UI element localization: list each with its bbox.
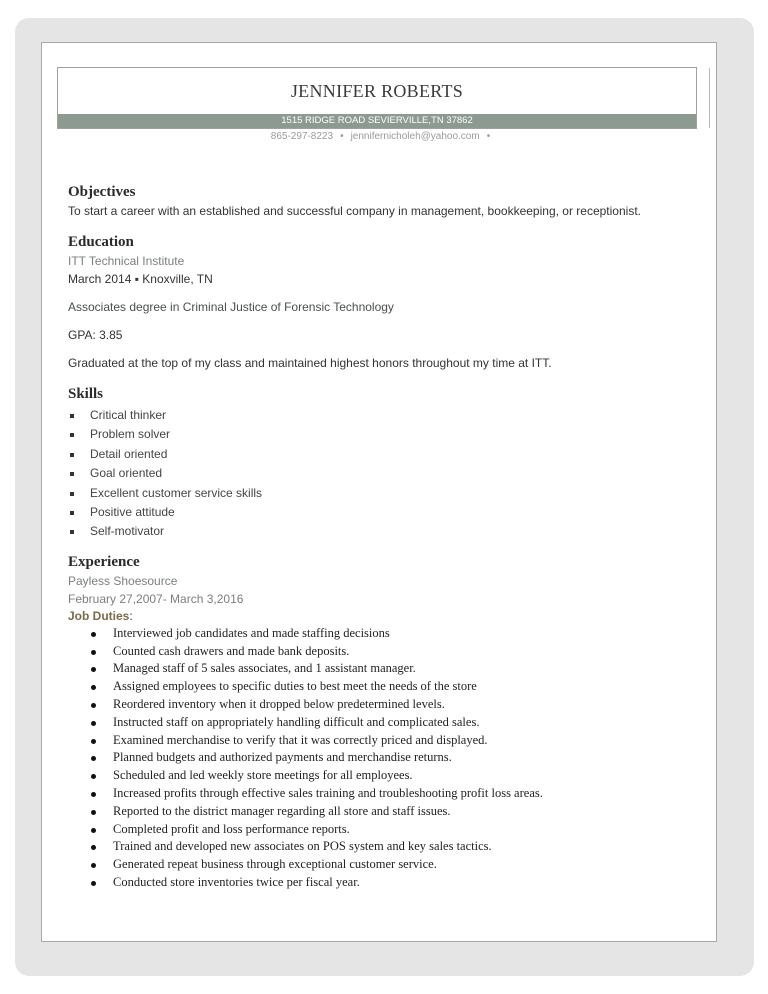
email-address: jennifernicholeh@yahoo.com (350, 131, 480, 142)
job-duties-list (68, 625, 698, 892)
list-item: Excellent customer service skills (68, 484, 698, 503)
list-item: Goal oriented (68, 464, 698, 483)
contact-separator: • (486, 131, 491, 142)
list-item: Positive attitude (68, 503, 698, 522)
header-divider (709, 68, 710, 128)
experience-section (68, 552, 698, 892)
school-name: ITT Technical Institute (68, 254, 185, 268)
applicant-name: JENNIFER ROBERTS (290, 81, 464, 101)
objective-text: To start a career with an established and successful company in management, bookkeeping, or receptionist. (68, 204, 641, 218)
skills-section (68, 384, 698, 542)
employment-dates: February 27,2007- March 3,2016 (68, 591, 244, 606)
list-item: Assigned employees to specific duties to best meet the needs of the store (68, 678, 698, 696)
address-band: 1515 RIDGE ROAD SEVIERVILLE,TN 37862 (58, 114, 696, 128)
resume-header (57, 67, 697, 129)
section-heading: Experience (68, 553, 140, 570)
list-item: Scheduled and led weekly store meetings for all employees. (68, 767, 698, 785)
list-item: Planned budgets and authorized payments and merchandise returns. (68, 749, 698, 767)
list-item: Generated repeat business through exceptional customer service. (68, 856, 698, 874)
list-item: Examined merchandise to verify that it was correctly priced and displayed. (68, 732, 698, 750)
list-item: Self-motivator (68, 522, 698, 541)
list-item: Problem solver (68, 425, 698, 444)
education-date-location: March 2014 ▪ Knoxville, TN (68, 272, 213, 286)
education-section (68, 232, 698, 372)
list-item: Instructed staff on appropriately handling difficult and complicated sales. (68, 714, 698, 732)
contact-line (0, 131, 768, 142)
list-item: Detail oriented (68, 445, 698, 464)
section-heading: Objectives (68, 184, 136, 200)
company-name: Payless Shoesource (68, 573, 178, 588)
contact-separator: • (340, 131, 344, 142)
job-duties-label (68, 608, 698, 625)
list-item: Trained and developed new associates on POS system and key sales tactics. (68, 838, 698, 856)
list-item: Interviewed job candidates and made staffing decisions (68, 625, 698, 643)
objectives-section (68, 182, 698, 220)
section-heading: Education (68, 234, 134, 250)
job-duties-title: Job Duties (68, 608, 130, 623)
list-item: Increased profits through effective sales training and troubleshooting profit loss areas. (68, 785, 698, 803)
degree: Associates degree in Criminal Justice of Forensic Technology (68, 300, 394, 314)
list-item: Counted cash drawers and made bank deposits. (68, 643, 698, 661)
resume-body (68, 182, 698, 892)
list-item: Conducted store inventories twice per fiscal year. (68, 874, 698, 892)
list-item: Critical thinker (68, 406, 698, 425)
section-heading: Skills (68, 386, 104, 402)
skills-list (68, 406, 698, 542)
gpa: GPA: 3.85 (68, 328, 123, 342)
list-item: Reported to the district manager regarding all store and staff issues. (68, 803, 698, 821)
job-duties-colon: : (129, 608, 133, 623)
list-item: Reordered inventory when it dropped below predetermined levels. (68, 696, 698, 714)
education-note: Graduated at the top of my class and maintained highest honors throughout my time at ITT. (68, 356, 552, 370)
list-item: Managed staff of 5 sales associates, and 1 assistant manager. (68, 660, 698, 678)
list-item: Completed profit and loss performance reports. (68, 821, 698, 839)
phone-number: 865-297-8223 (270, 131, 334, 142)
